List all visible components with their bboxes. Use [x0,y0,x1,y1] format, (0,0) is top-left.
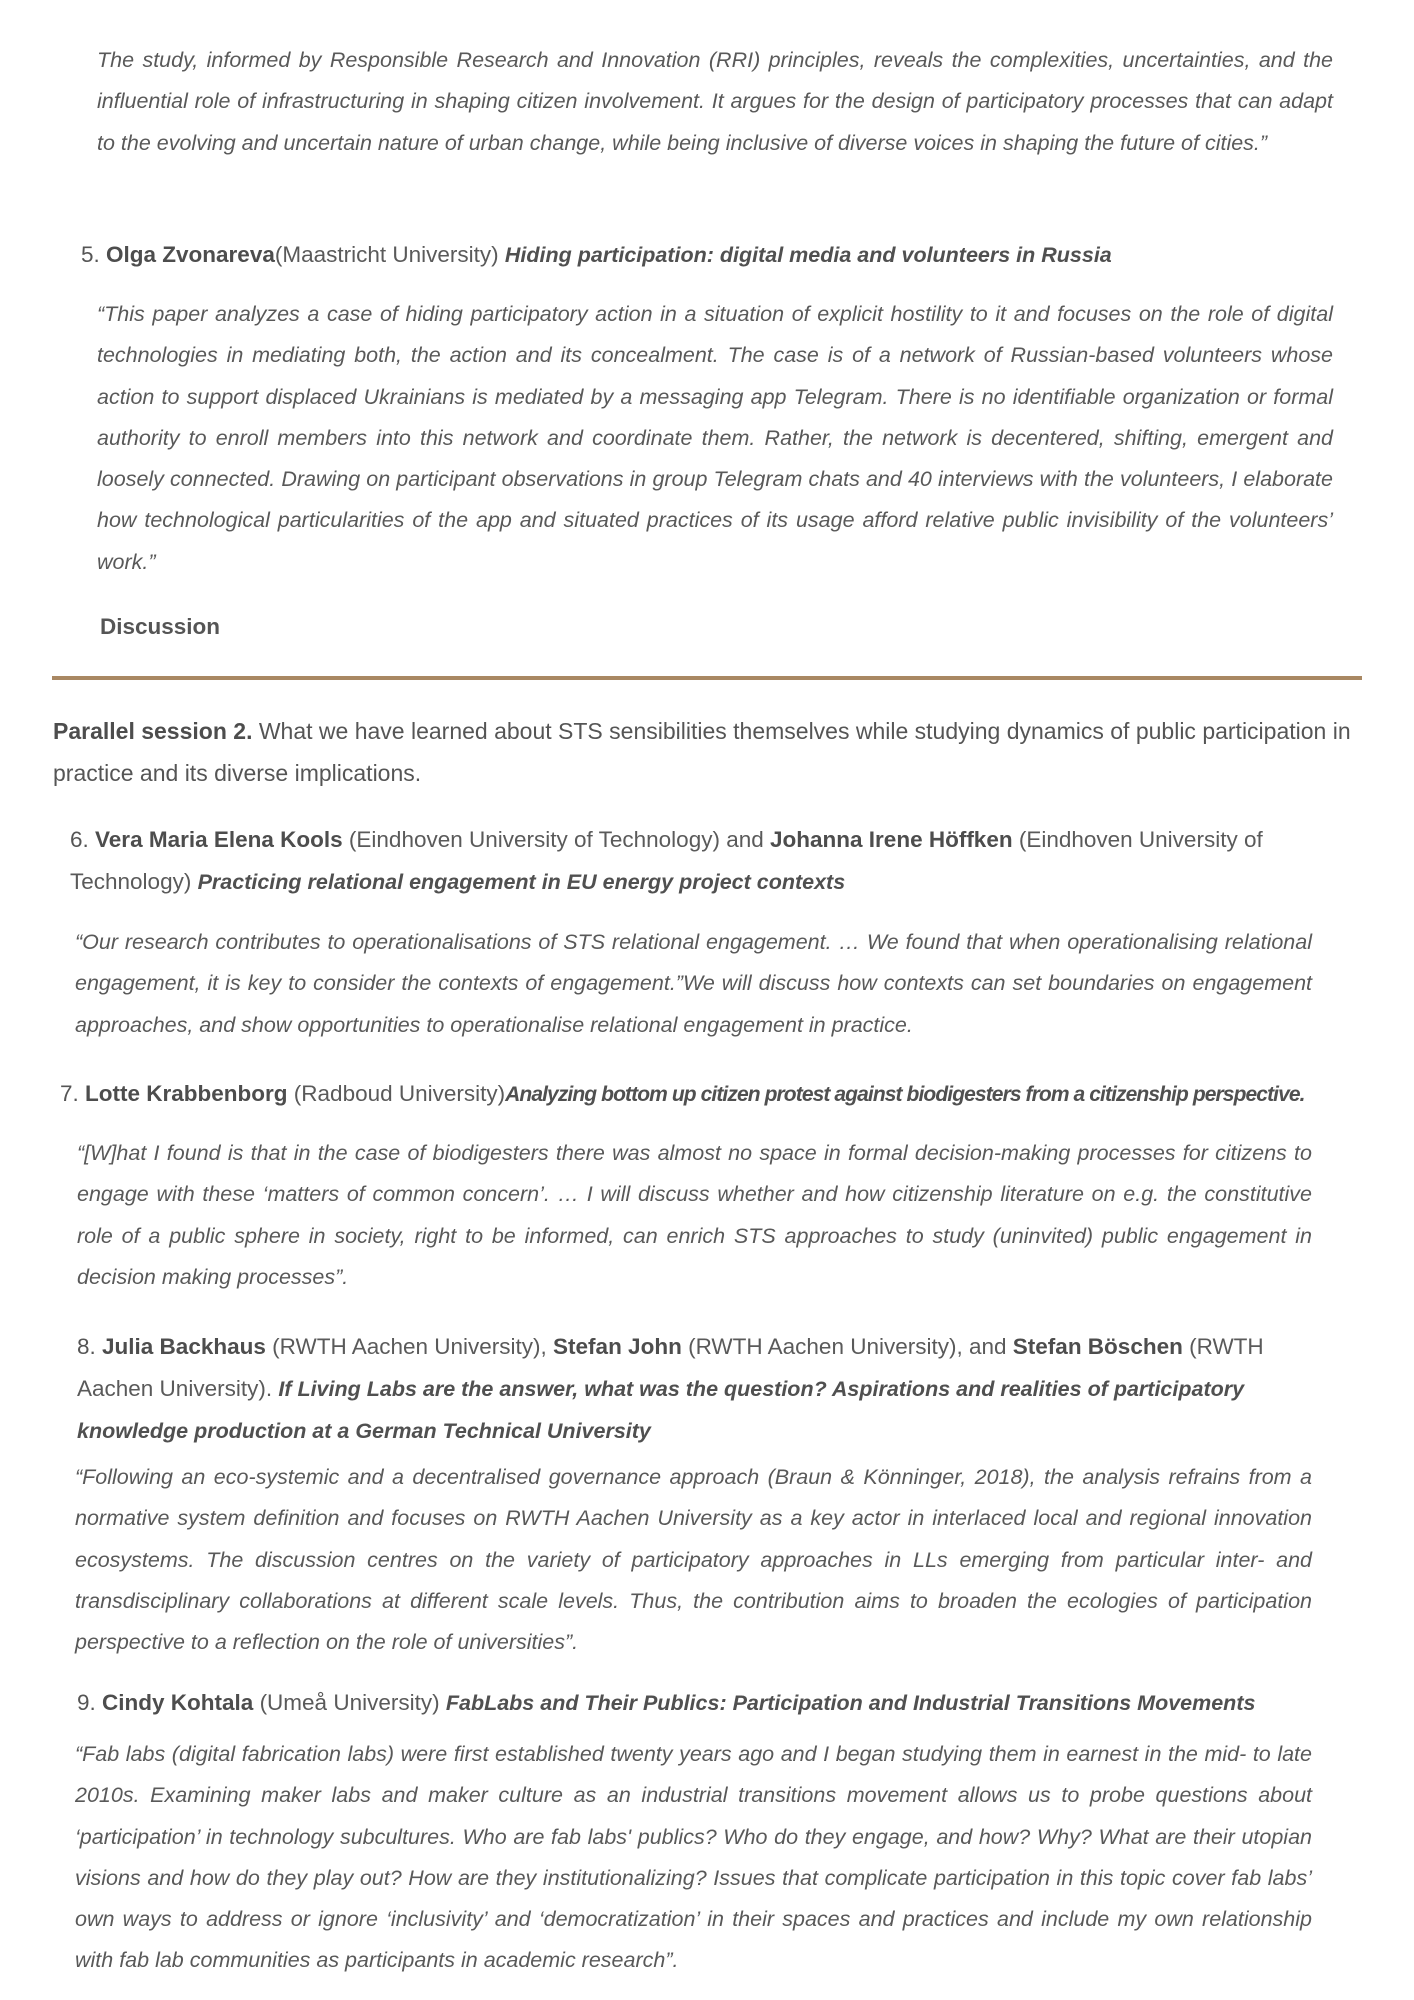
item9-affiliation: (Umeå University) [259,1690,440,1715]
item8-author-3: Stefan Böschen [1012,1334,1183,1359]
item6-quote: “Our research contributes to operationalisations of STS relational engagement. … We found that when operationalising relational engagement, it is key to consider the contexts of engagement.”We will discuss how contexts can set boundaries on engagement approaches, and show opportunities to operationalise relational engagement in practice. [75,930,1312,1037]
item6-author-2: Johanna Irene Höffken [770,827,1013,852]
item9-author: Cindy Kohtala [102,1690,254,1715]
item7-number: 7. [60,1081,79,1106]
parallel-session-2 [53,710,1353,794]
item5-affiliation: (Maastricht University) [274,242,499,267]
item6-affiliation-1: (Eindhoven University of Technology) [348,827,720,852]
item7-author: Lotte Krabbenborg [85,1081,288,1106]
item8-author-2: Stefan John [553,1334,682,1359]
item8-number: 8. [77,1334,96,1359]
item5-number: 5. [81,242,100,267]
item7-quote: “[W]hat I found is that in the case of biodigesters there was almost no space in formal decision-making processes for citizens to engage with these ‘matters of common concern’. … I will discuss whether and how citizenship literature on e.g. the constitutive role of a public sphere in society, right to be informed, can enrich STS approaches to study (uninvited) public engagement in decision making processes”. [77,1141,1312,1289]
item7-heading [60,1073,1360,1116]
item9-title: FabLabs and Their Publics: Participation and Industrial Transitions Movements [445,1691,1256,1715]
item8-title: If Living Labs are the answer, what was the question? Aspirations and realities of participatory knowledge production at a German Technical University [77,1377,1245,1443]
item5-title: Hiding participation: digital media and volunteers in Russia [504,243,1112,267]
item6-title: Practicing relational engagement in EU energy project contexts [197,870,846,894]
item7-title: Analyzing bottom up citizen protest against biodigesters from a citizenship perspective. [505,1083,1305,1106]
item4-quote-continuation: The study, informed by Responsible Research and Innovation (RRI) principles, reveals the complexities, uncertainties, and the influential role of infrastructuring in shaping citizen involvement. It argues for the design of participatory processes that can adapt to the evolving and uncertain nature of urban change, while being inclusive of diverse voices in shaping the future of cities.” [97,48,1333,155]
item7-affiliation: (Radboud University) [293,1081,506,1106]
item8-quote: “Following an eco-systemic and a decentralised governance approach (Braun & Könninger, 2018), the analysis refrains from a normative system definition and focuses on RWTH Aachen University as a key actor in interlaced local and regional innovation ecosystems. The discussion centres on the variety of participatory approaches in LLs emerging from particular inter- and transdisciplinary collaborations at different scale levels. Thus, the contribution aims to broaden the ecologies of participation perspective to a reflection on the role of universities”. [75,1465,1312,1655]
item6-author-1: Vera Maria Elena Kools [95,827,343,852]
item5-author: Olga Zvonareva [106,242,275,267]
item6-heading [70,819,1340,903]
section-divider [52,676,1362,680]
session-label: Parallel session 2. [53,718,253,744]
item8-heading [77,1326,1317,1452]
item9-heading [77,1682,1337,1724]
item8-affiliation-2: (RWTH Aachen University), and [688,1334,1007,1359]
item6-number: 6. [70,827,89,852]
item5-heading [81,234,1341,276]
session-description: What we have learned about STS sensibilities themselves while studying dynamics of public participation in practice and its diverse implications. [53,718,1351,786]
item8-affiliation-1: (RWTH Aachen University), [272,1334,547,1359]
item5-quote: “This paper analyzes a case of hiding participatory action in a situation of explicit hostility to it and focuses on the role of digital technologies in mediating both, the action and its concealment. The case is of a network of Russian-based volunteers whose action to support displaced Ukrainians is mediated by a messaging app Telegram. There is no identifiable organization or formal authority to enroll members into this network and coordinate them. Rather, the network is decentered, shifting, emergent and loosely connected. Drawing on participant observations in group Telegram chats and 40 interviews with the volunteers, I elaborate how technological particularities of the app and situated practices of its usage afford relative public invisibility of the volunteers’ work.” [97,302,1333,574]
discussion-label: Discussion [100,614,221,639]
item6-affiliation-2: (Eindhoven University of Technology) [70,827,1263,894]
item6-and: and [726,827,764,852]
item9-quote: “Fab labs (digital fabrication labs) were first established twenty years ago and I began studying them in earnest in the mid- to late 2010s. Examining maker labs and maker culture as an industrial transitions movement allows us to probe questions about ‘participation’ in technology subcultures. Who are fab labs' publics? Who do they engage, and how? Why? What are their utopian visions and how do they play out? How are they institutionalizing? Issues that complicate participation in this topic cover fab labs’ own ways to address or ignore ‘inclusivity’ and ‘democratization’ in their spaces and practices and include my own relationship with fab lab communities as participants in academic research”. [75,1742,1312,1973]
item9-number: 9. [77,1690,96,1715]
item8-author-1: Julia Backhaus [102,1334,266,1359]
item8-affiliation-3: (RWTH Aachen University). [77,1334,1264,1401]
